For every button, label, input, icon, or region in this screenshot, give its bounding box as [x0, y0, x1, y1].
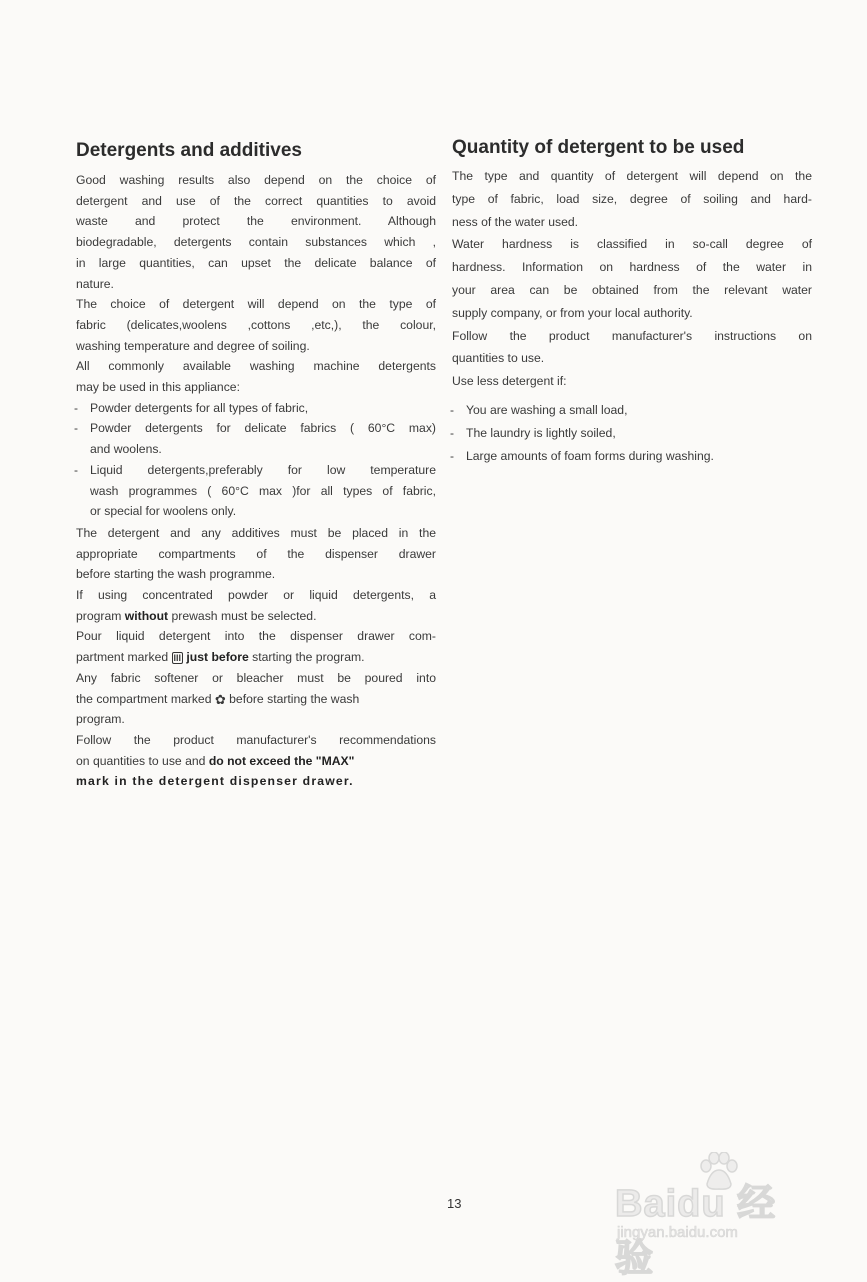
- body-line: Use less detergent if:: [452, 374, 567, 389]
- body-line: waste and protect the environment. Although: [76, 214, 436, 229]
- body-line: Good washing results also depend on the choice of: [76, 173, 436, 187]
- bullet-line: Large amounts of foam forms during washing.: [466, 448, 714, 463]
- emphasis-dispenser: mark in the detergent dispenser drawer.: [76, 774, 354, 789]
- bullet-line: The laundry is lightly soiled,: [466, 425, 616, 440]
- bullet-line: You are washing a small load,: [466, 403, 628, 417]
- heading-quantity-detergent: Quantity of detergent to be used: [452, 137, 745, 158]
- body-line: may be used in this appliance:: [76, 380, 240, 394]
- body-line: [76, 771, 354, 792]
- body-line: [76, 689, 359, 710]
- emphasis-just-before: just before: [183, 650, 249, 665]
- bullet-marker: -: [450, 403, 454, 417]
- body-line: [76, 606, 316, 627]
- bullet-line: Powder detergents for all types of fabric,: [90, 400, 309, 415]
- body-line: Water hardness is classified in so-call degree of: [452, 237, 812, 252]
- body-line: program.: [76, 712, 125, 727]
- body-line: All commonly available washing machine detergents: [76, 359, 436, 374]
- text-run: partment marked: [76, 650, 172, 665]
- body-line: [76, 751, 354, 772]
- body-line: supply company, or from your local authority.: [452, 305, 693, 320]
- body-line: your area can be obtained from the relevant water: [452, 283, 812, 297]
- bullet-line: Liquid detergents,preferably for low temperature: [90, 462, 436, 477]
- text-run: starting the program.: [248, 650, 365, 665]
- bullet-marker: -: [74, 462, 78, 477]
- body-line: The detergent and any additives must be placed in the: [76, 525, 436, 540]
- body-line: detergent and use of the correct quantities to avoid: [76, 193, 436, 208]
- body-line: quantities to use.: [452, 351, 545, 366]
- bullet-line: Powder detergents for delicate fabrics ( 60°C max): [90, 421, 436, 436]
- body-line: before starting the wash programme.: [76, 567, 276, 582]
- body-line: biodegradable, detergents contain substances which ,: [76, 235, 436, 250]
- watermark-brand: Baidu 经验: [615, 1183, 777, 1280]
- body-line: ness of the water used.: [452, 214, 579, 229]
- body-line: type of fabric, load size, degree of soiling and hard-: [452, 191, 812, 206]
- body-line: The type and quantity of detergent will depend on the: [452, 169, 812, 183]
- emphasis-max: do not exceed the "MAX": [208, 753, 355, 768]
- body-line: [76, 647, 365, 668]
- body-line: The choice of detergent will depend on the type of: [76, 297, 436, 312]
- text-run: program: [76, 608, 125, 623]
- text-run: on quantities to use and: [76, 753, 209, 768]
- softener-compartment-icon: ✿: [214, 691, 226, 707]
- body-line: in large quantities, can upset the delicate balance of: [76, 255, 436, 270]
- text-run: the compartment marked: [76, 691, 215, 706]
- body-line: appropriate compartments of the dispenser drawer: [76, 546, 436, 561]
- emphasis-without: without: [124, 608, 169, 623]
- baidu-watermark: [615, 1152, 815, 1280]
- body-line: If using concentrated powder or liquid detergents, a: [76, 588, 436, 602]
- detergent-compartment-icon: III: [173, 652, 182, 663]
- body-line: washing temperature and degree of soiling.: [76, 338, 310, 353]
- body-line: Follow the product manufacturer's recommendations: [76, 732, 436, 747]
- body-line: Follow the product manufacturer's instructions on: [452, 328, 812, 343]
- bullet-marker: -: [450, 448, 454, 463]
- bullet-marker: -: [74, 400, 78, 415]
- body-line: Any fabric softener or bleacher must be poured into: [76, 670, 436, 685]
- heading-detergents-additives: Detergents and additives: [76, 140, 302, 161]
- body-line: nature.: [76, 276, 114, 291]
- page-number: 13: [447, 1196, 462, 1211]
- bullet-line: and woolens.: [90, 442, 162, 457]
- body-line: fabric (delicates,woolens ,cottons ,etc,), the colour,: [76, 317, 436, 332]
- bullet-marker: -: [450, 425, 454, 440]
- text-run: before starting the wash: [225, 691, 360, 706]
- watermark-url: jingyan.baidu.com: [617, 1224, 738, 1241]
- bullet-marker: -: [74, 421, 78, 436]
- text-run: prewash must be selected.: [168, 608, 317, 623]
- bullet-line: or special for woolens only.: [90, 504, 237, 519]
- body-line: Pour liquid detergent into the dispenser drawer com-: [76, 629, 436, 644]
- body-line: hardness. Information on hardness of the water in: [452, 260, 812, 275]
- bullet-line: wash programmes ( 60°C max )for all types of fabric,: [90, 483, 436, 498]
